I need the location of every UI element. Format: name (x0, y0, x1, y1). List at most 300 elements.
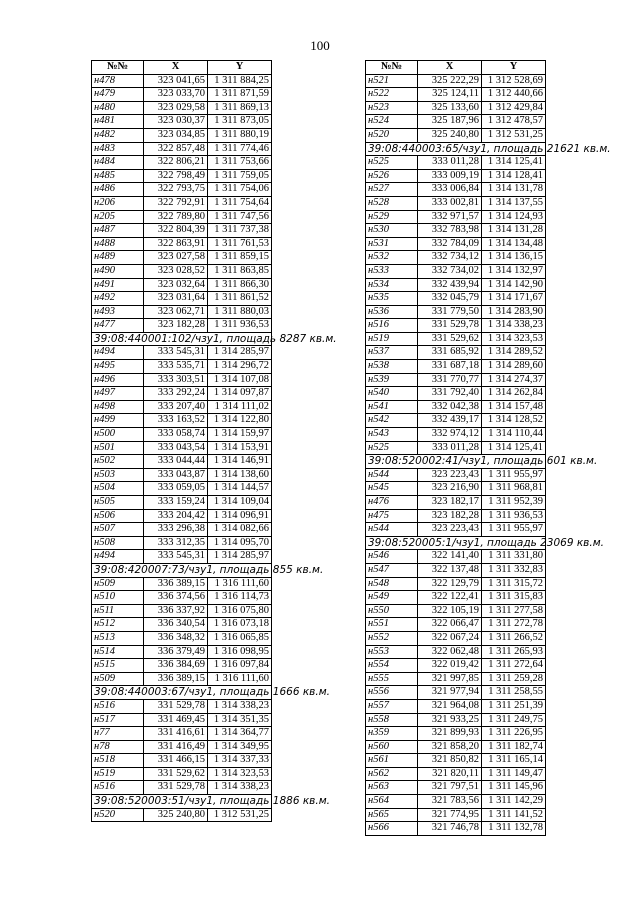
table-row (366, 305, 546, 319)
table-row (366, 251, 546, 265)
table-header-row (92, 61, 272, 75)
point-id: н525 (366, 156, 418, 170)
table-row (92, 319, 272, 333)
y-value: 1 314 323,53 (482, 332, 546, 346)
table-row (92, 740, 272, 754)
point-id: н359 (366, 727, 418, 741)
page-number: 100 (310, 38, 330, 53)
table-row (366, 319, 546, 333)
coordinates-table-right (365, 60, 611, 836)
x-value: 323 032,64 (144, 278, 208, 292)
table-row (366, 264, 546, 278)
y-value: 1 316 097,84 (208, 659, 272, 673)
y-value: 1 314 124,93 (482, 210, 546, 224)
x-value: 336 348,32 (144, 631, 208, 645)
x-value: 332 734,02 (418, 264, 482, 278)
point-id: н522 (366, 88, 418, 102)
y-value: 1 311 132,78 (482, 822, 546, 836)
x-value: 322 067,24 (418, 631, 482, 645)
y-value: 1 312 531,25 (208, 808, 272, 822)
table-row (366, 550, 546, 564)
y-value: 1 314 338,23 (482, 319, 546, 333)
table-row (92, 346, 272, 360)
point-id: н509 (92, 672, 144, 686)
point-id: н508 (92, 536, 144, 550)
y-value: 1 316 114,73 (208, 591, 272, 605)
y-value: 1 314 338,23 (208, 699, 272, 713)
x-value: 332 974,12 (418, 428, 482, 442)
y-value: 1 311 955,97 (482, 468, 546, 482)
x-value: 322 062,48 (418, 645, 482, 659)
y-value: 1 314 338,23 (208, 781, 272, 795)
point-id: н530 (366, 224, 418, 238)
point-id: н494 (92, 550, 144, 564)
y-value: 1 314 323,53 (208, 767, 272, 781)
table-row (366, 659, 546, 673)
y-value: 1 314 285,97 (208, 346, 272, 360)
x-value: 333 545,31 (144, 550, 208, 564)
y-value: 1 314 159,97 (208, 428, 272, 442)
y-value: 1 311 141,52 (482, 808, 546, 822)
x-value: 322 066,47 (418, 618, 482, 632)
y-value: 1 311 880,19 (208, 128, 272, 142)
y-value: 1 312 440,66 (482, 88, 546, 102)
point-id: н505 (92, 496, 144, 510)
point-id: н545 (366, 482, 418, 496)
y-value: 1 311 315,72 (482, 577, 546, 591)
table-row (366, 360, 546, 374)
y-value: 1 311 331,80 (482, 550, 546, 564)
y-value: 1 311 774,46 (208, 142, 272, 156)
table-row (366, 210, 546, 224)
y-value: 1 311 149,47 (482, 767, 546, 781)
table-row (366, 400, 546, 414)
y-value: 1 311 754,64 (208, 196, 272, 210)
x-value: 333 303,51 (144, 373, 208, 387)
point-id: н561 (366, 754, 418, 768)
point-id: н205 (92, 210, 144, 224)
x-value: 325 133,60 (418, 101, 482, 115)
table-row (92, 115, 272, 129)
table-row (92, 699, 272, 713)
x-value: 331 469,45 (144, 713, 208, 727)
y-value: 1 311 251,39 (482, 699, 546, 713)
y-value: 1 311 859,15 (208, 251, 272, 265)
table-row (366, 482, 546, 496)
table-row (92, 781, 272, 795)
x-value: 323 182,17 (418, 496, 482, 510)
table-row (366, 767, 546, 781)
point-id: н529 (366, 210, 418, 224)
table-row (366, 428, 546, 442)
x-value: 325 240,80 (144, 808, 208, 822)
point-id: н550 (366, 604, 418, 618)
x-value: 333 312,35 (144, 536, 208, 550)
table-row (92, 713, 272, 727)
point-id: н478 (92, 74, 144, 88)
x-value: 332 971,57 (418, 210, 482, 224)
x-value: 321 899,93 (418, 727, 482, 741)
y-value: 1 314 337,33 (208, 754, 272, 768)
table-row (92, 74, 272, 88)
x-value: 331 779,50 (418, 305, 482, 319)
parcel-caption-row (92, 332, 272, 346)
y-value: 1 314 125,41 (482, 156, 546, 170)
point-id: н479 (92, 88, 144, 102)
x-value: 322 792,91 (144, 196, 208, 210)
x-value: 321 858,20 (418, 740, 482, 754)
x-value: 333 009,19 (418, 169, 482, 183)
x-value: 323 028,52 (144, 264, 208, 278)
table-row (366, 74, 546, 88)
point-id: н520 (92, 808, 144, 822)
point-id: н477 (92, 319, 144, 333)
table-row (92, 631, 272, 645)
point-id: н521 (366, 74, 418, 88)
table-row (366, 346, 546, 360)
table-row (92, 251, 272, 265)
x-value: 331 529,78 (144, 781, 208, 795)
point-id: н560 (366, 740, 418, 754)
table-row (366, 156, 546, 170)
y-value: 1 314 144,57 (208, 482, 272, 496)
x-value: 322 798,49 (144, 169, 208, 183)
x-value: 322 122,41 (418, 591, 482, 605)
table-row (366, 631, 546, 645)
x-value: 323 223,43 (418, 523, 482, 537)
y-value: 1 316 065,85 (208, 631, 272, 645)
table-row (366, 604, 546, 618)
table-row (92, 292, 272, 306)
point-id: н546 (366, 550, 418, 564)
y-value: 1 314 274,37 (482, 373, 546, 387)
table-row (366, 727, 546, 741)
x-value: 333 011,28 (418, 441, 482, 455)
table-row (366, 373, 546, 387)
table-row (92, 305, 272, 319)
point-id: н475 (366, 509, 418, 523)
x-value: 323 034,85 (144, 128, 208, 142)
x-value: 333 006,84 (418, 183, 482, 197)
point-id: н516 (92, 781, 144, 795)
x-value: 333 296,38 (144, 523, 208, 537)
y-value: 1 314 096,91 (208, 509, 272, 523)
x-value: 323 029,58 (144, 101, 208, 115)
point-id: н488 (92, 237, 144, 251)
point-id: н481 (92, 115, 144, 129)
point-id: н523 (366, 101, 418, 115)
parcel-caption: 39:08:440003:65/чзу1, площадь 21621 кв.м. (366, 142, 546, 156)
y-value: 1 311 869,13 (208, 101, 272, 115)
point-id: н506 (92, 509, 144, 523)
y-value: 1 311 332,83 (482, 563, 546, 577)
parcel-caption-row (366, 455, 546, 469)
x-value: 325 187,96 (418, 115, 482, 129)
x-value: 323 030,37 (144, 115, 208, 129)
point-id: н543 (366, 428, 418, 442)
point-id: н535 (366, 292, 418, 306)
y-value: 1 311 863,85 (208, 264, 272, 278)
point-id: н496 (92, 373, 144, 387)
point-id: н549 (366, 591, 418, 605)
point-id: н544 (366, 523, 418, 537)
table-row (366, 563, 546, 577)
y-value: 1 312 531,25 (482, 128, 546, 142)
point-id: н563 (366, 781, 418, 795)
point-id: н551 (366, 618, 418, 632)
point-id: н540 (366, 387, 418, 401)
table-row (366, 332, 546, 346)
parcel-caption-row (92, 795, 272, 809)
y-value: 1 311 754,06 (208, 183, 272, 197)
point-id: н555 (366, 672, 418, 686)
table-row (366, 387, 546, 401)
y-value: 1 314 171,67 (482, 292, 546, 306)
y-value: 1 311 258,55 (482, 686, 546, 700)
y-value: 1 314 128,41 (482, 169, 546, 183)
y-value: 1 314 110,44 (482, 428, 546, 442)
table-row (366, 523, 546, 537)
point-id: н553 (366, 645, 418, 659)
point-id: н528 (366, 196, 418, 210)
point-id: н558 (366, 713, 418, 727)
x-value: 325 240,80 (418, 128, 482, 142)
point-id: н504 (92, 482, 144, 496)
point-id: н498 (92, 400, 144, 414)
y-value: 1 311 884,25 (208, 74, 272, 88)
point-id: н517 (92, 713, 144, 727)
y-value: 1 311 226,95 (482, 727, 546, 741)
table-row (92, 659, 272, 673)
y-value: 1 314 095,70 (208, 536, 272, 550)
parcel-caption-row (366, 142, 546, 156)
table-row (92, 645, 272, 659)
point-id: н486 (92, 183, 144, 197)
x-value: 331 416,61 (144, 727, 208, 741)
x-value: 333 002,81 (418, 196, 482, 210)
x-value: 336 374,56 (144, 591, 208, 605)
y-value: 1 314 138,60 (208, 468, 272, 482)
table-row (366, 740, 546, 754)
point-id: н492 (92, 292, 144, 306)
point-id: н519 (92, 767, 144, 781)
table-row (92, 169, 272, 183)
table-row (92, 264, 272, 278)
table-row (92, 767, 272, 781)
table-row (92, 101, 272, 115)
y-value: 1 314 097,87 (208, 387, 272, 401)
point-id: н518 (92, 754, 144, 768)
table-row (366, 781, 546, 795)
table-row (366, 128, 546, 142)
table-row (366, 292, 546, 306)
point-id: н78 (92, 740, 144, 754)
table-row (92, 414, 272, 428)
table-row (366, 169, 546, 183)
y-value: 1 314 146,91 (208, 455, 272, 469)
table-row (92, 482, 272, 496)
table-row (92, 441, 272, 455)
x-value: 323 182,28 (418, 509, 482, 523)
header-x: X (144, 61, 208, 75)
x-value: 332 045,79 (418, 292, 482, 306)
y-value: 1 316 111,60 (208, 577, 272, 591)
point-id: н493 (92, 305, 144, 319)
y-value: 1 314 136,15 (482, 251, 546, 265)
table-row (92, 536, 272, 550)
x-value: 333 545,31 (144, 346, 208, 360)
point-id: н484 (92, 156, 144, 170)
x-value: 321 850,82 (418, 754, 482, 768)
point-id: н491 (92, 278, 144, 292)
point-id: н511 (92, 604, 144, 618)
point-id: н489 (92, 251, 144, 265)
y-value: 1 311 259,28 (482, 672, 546, 686)
y-value: 1 312 429,84 (482, 101, 546, 115)
y-value: 1 311 861,52 (208, 292, 272, 306)
x-value: 333 292,24 (144, 387, 208, 401)
table-row (366, 808, 546, 822)
x-value: 336 389,15 (144, 577, 208, 591)
point-id: н499 (92, 414, 144, 428)
table-row (92, 604, 272, 618)
point-id: н538 (366, 360, 418, 374)
y-value: 1 314 122,80 (208, 414, 272, 428)
point-id: н548 (366, 577, 418, 591)
y-value: 1 311 737,38 (208, 224, 272, 238)
y-value: 1 311 747,56 (208, 210, 272, 224)
table-row (366, 183, 546, 197)
point-id: н509 (92, 577, 144, 591)
table-row (366, 645, 546, 659)
x-value: 333 043,54 (144, 441, 208, 455)
table-row (366, 699, 546, 713)
x-value: 333 207,40 (144, 400, 208, 414)
x-value: 331 416,49 (144, 740, 208, 754)
y-value: 1 314 082,66 (208, 523, 272, 537)
table-row (366, 88, 546, 102)
y-value: 1 311 182,74 (482, 740, 546, 754)
y-value: 1 311 880,03 (208, 305, 272, 319)
x-value: 321 933,25 (418, 713, 482, 727)
y-value: 1 314 285,97 (208, 550, 272, 564)
table-row (92, 727, 272, 741)
table-row (92, 577, 272, 591)
x-value: 331 529,78 (418, 319, 482, 333)
table-row (366, 496, 546, 510)
y-value: 1 314 131,78 (482, 183, 546, 197)
table-row (92, 88, 272, 102)
x-value: 333 535,71 (144, 360, 208, 374)
y-value: 1 311 277,58 (482, 604, 546, 618)
y-value: 1 311 761,53 (208, 237, 272, 251)
y-value: 1 316 075,80 (208, 604, 272, 618)
y-value: 1 314 296,72 (208, 360, 272, 374)
table-row (366, 591, 546, 605)
x-value: 322 789,80 (144, 210, 208, 224)
point-id: н502 (92, 455, 144, 469)
table-row (92, 183, 272, 197)
x-value: 336 384,69 (144, 659, 208, 673)
table-row (92, 672, 272, 686)
x-value: 333 058,74 (144, 428, 208, 442)
x-value: 321 997,85 (418, 672, 482, 686)
table-row (92, 142, 272, 156)
y-value: 1 314 125,41 (482, 441, 546, 455)
x-value: 323 223,43 (418, 468, 482, 482)
table-row (92, 156, 272, 170)
y-value: 1 316 111,60 (208, 672, 272, 686)
x-value: 322 019,42 (418, 659, 482, 673)
table-row (366, 101, 546, 115)
table-row (366, 278, 546, 292)
point-id: н495 (92, 360, 144, 374)
table-row (92, 428, 272, 442)
parcel-caption: 39:08:520003:51/чзу1, площадь 1886 кв.м. (92, 795, 272, 809)
y-value: 1 311 249,75 (482, 713, 546, 727)
y-value: 1 311 265,93 (482, 645, 546, 659)
table-row (366, 577, 546, 591)
y-value: 1 311 873,05 (208, 115, 272, 129)
x-value: 333 011,28 (418, 156, 482, 170)
x-value: 323 216,90 (418, 482, 482, 496)
x-value: 323 062,71 (144, 305, 208, 319)
point-id: н564 (366, 795, 418, 809)
table-row (92, 373, 272, 387)
point-id: н480 (92, 101, 144, 115)
x-value: 331 529,78 (144, 699, 208, 713)
point-id: н476 (366, 496, 418, 510)
y-value: 1 312 528,69 (482, 74, 546, 88)
y-value: 1 311 315,83 (482, 591, 546, 605)
point-id: н515 (92, 659, 144, 673)
table-row (92, 509, 272, 523)
x-value: 321 820,11 (418, 767, 482, 781)
point-id: н544 (366, 468, 418, 482)
x-value: 336 337,92 (144, 604, 208, 618)
table-row (92, 196, 272, 210)
y-value: 1 314 262,84 (482, 387, 546, 401)
y-value: 1 311 871,59 (208, 88, 272, 102)
table-row (366, 224, 546, 238)
point-id: н524 (366, 115, 418, 129)
x-value: 323 182,28 (144, 319, 208, 333)
y-value: 1 311 145,96 (482, 781, 546, 795)
y-value: 1 314 283,90 (482, 305, 546, 319)
point-id: н487 (92, 224, 144, 238)
y-value: 1 314 364,77 (208, 727, 272, 741)
table-header-row (366, 61, 546, 75)
table-row (366, 115, 546, 129)
y-value: 1 311 955,97 (482, 523, 546, 537)
x-value: 331 685,92 (418, 346, 482, 360)
point-id: н519 (366, 332, 418, 346)
point-id: н482 (92, 128, 144, 142)
table-row (92, 455, 272, 469)
table-row (366, 441, 546, 455)
x-value: 333 159,24 (144, 496, 208, 510)
point-id: н514 (92, 645, 144, 659)
point-id: н503 (92, 468, 144, 482)
y-value: 1 311 272,64 (482, 659, 546, 673)
point-id: н206 (92, 196, 144, 210)
x-value: 331 466,15 (144, 754, 208, 768)
parcel-caption: 39:08:440003:67/чзу1, площадь 1666 кв.м. (92, 686, 272, 700)
y-value: 1 314 128,52 (482, 414, 546, 428)
x-value: 336 379,49 (144, 645, 208, 659)
point-id: н566 (366, 822, 418, 836)
x-value: 332 734,12 (418, 251, 482, 265)
